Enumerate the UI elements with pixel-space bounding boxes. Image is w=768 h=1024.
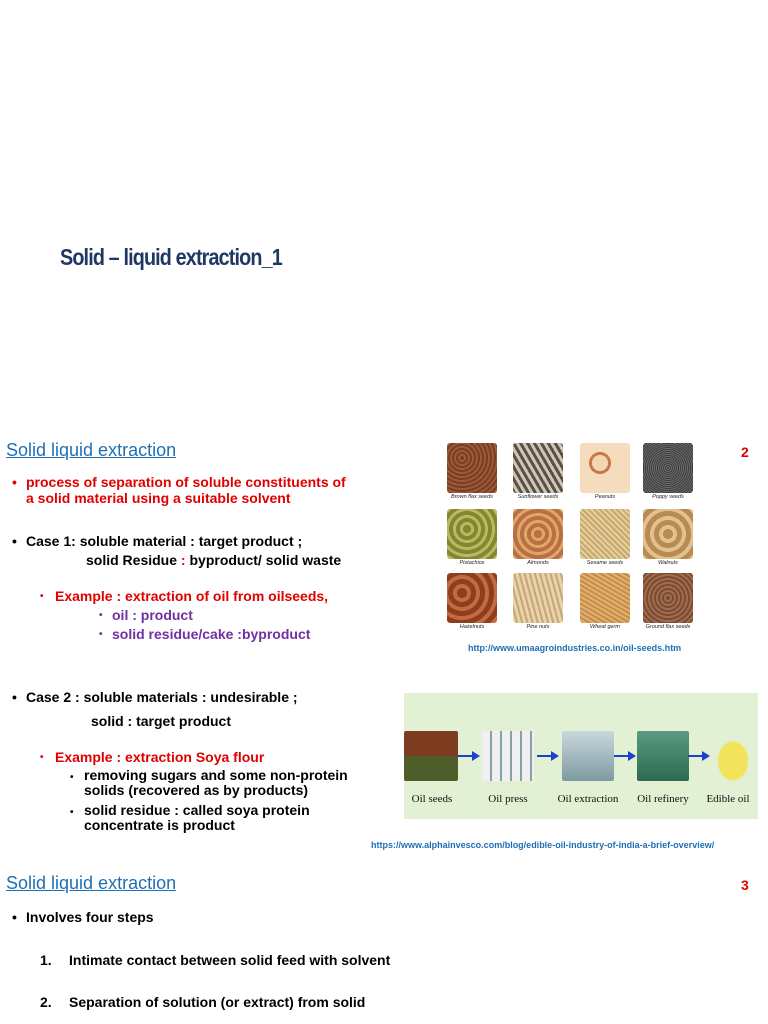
definition-line2: a solid material using a suitable solvent	[26, 490, 291, 506]
slide3-page-number: 3	[741, 877, 749, 893]
seed-label: Almonds	[527, 560, 549, 566]
arrow-right-icon	[614, 751, 636, 761]
example2-sub1-bullet: •	[70, 772, 74, 783]
seed-label: Wheat germ	[590, 624, 620, 630]
example1-sub2-bullet: •	[99, 629, 103, 640]
example1-sub1-bullet: •	[99, 610, 103, 621]
seed-label: Peanuts	[594, 494, 616, 500]
oil-seeds-image	[447, 443, 697, 631]
case1-line2	[86, 551, 341, 569]
sesame-seeds-photo	[580, 509, 630, 559]
seeds-source-link[interactable]: http://www.umaagroindustries.co.in/oil-seeds.htm	[468, 643, 682, 653]
sunflower-seeds-photo	[513, 443, 563, 493]
case1-bullet: •	[12, 533, 17, 549]
example2-sub2-line1: solid residue : called soya protein	[84, 802, 310, 818]
seed-label: Ground flax seeds	[645, 624, 691, 630]
seed-label: Hazelnuts	[459, 624, 485, 630]
example1-text: Example : extraction of oil from oilseeds,	[55, 588, 329, 604]
example2-sub2-bullet: •	[70, 807, 74, 818]
example1-bullet: •	[40, 591, 44, 602]
arrow-right-icon	[537, 751, 559, 761]
example2-text: Example : extraction Soya flour	[55, 749, 265, 765]
almonds-photo	[513, 509, 563, 559]
case1-waste: byproduct/ solid waste	[185, 552, 342, 568]
oil-refinery-photo	[637, 731, 689, 781]
slide3-heading: Solid liquid extraction	[6, 873, 177, 893]
ground-flax-seeds-photo	[643, 573, 693, 623]
slide2-page-number: 2	[741, 444, 749, 460]
step2-number: 2.	[40, 994, 52, 1010]
pistachios-photo	[447, 509, 497, 559]
case2-line1: Case 2 : soluble materials : undesirable ;	[26, 689, 298, 705]
step1-text: Intimate contact between solid feed with solvent	[69, 952, 391, 968]
slide2-heading: Solid liquid extraction	[6, 440, 177, 460]
oil-extraction-photo	[562, 731, 614, 781]
oil-press-photo	[482, 731, 534, 781]
process-label: Oil seeds	[411, 793, 453, 805]
example2-sub1-line2: solids (recovered as by products)	[84, 782, 309, 798]
case1-colon: :	[180, 552, 186, 568]
walnuts-photo	[643, 509, 693, 559]
case1-residue: solid Residue	[86, 552, 181, 568]
case1-line1: Case 1: soluble material : target product ;	[26, 533, 303, 549]
case2-line2: solid : target product	[91, 713, 231, 729]
steps-intro: Involves four steps	[26, 909, 154, 925]
case2-bullet: •	[12, 689, 17, 705]
definition-bullet: •	[12, 474, 17, 490]
intro-bullet: •	[12, 909, 17, 925]
step1-number: 1.	[40, 952, 52, 968]
brown-flax-seeds-photo	[447, 443, 497, 493]
edible-oil-photo	[710, 731, 756, 781]
arrow-right-icon	[688, 751, 710, 761]
wheat-germ-photo	[580, 573, 630, 623]
seed-label: Walnuts	[658, 560, 678, 566]
example2-sub2-line2: concentrate is product	[84, 817, 235, 833]
example1-sub1: oil : product	[112, 607, 193, 623]
definition-line1: process of separation of soluble constituents of	[26, 474, 346, 490]
process-label: Oil press	[488, 793, 528, 805]
seed-label: Poppy seeds	[652, 494, 684, 500]
process-label: Edible oil	[706, 793, 750, 805]
example2-sub1-line1: removing sugars and some non-protein	[84, 767, 348, 783]
slide-title: Solid – liquid extraction_1	[60, 244, 282, 270]
example2-bullet: •	[40, 752, 44, 763]
seed-label: Pistachios	[459, 560, 485, 566]
edible-oil-process-image	[404, 693, 758, 819]
process-label: Oil refinery	[637, 793, 689, 805]
step2-text: Separation of solution (or extract) from solid	[69, 994, 366, 1010]
example1-sub2: solid residue/cake :byproduct	[112, 626, 311, 642]
seed-label: Pine nuts	[526, 624, 550, 630]
peanuts-photo	[580, 443, 630, 493]
seed-label: Sesame seeds	[586, 560, 624, 566]
arrow-right-icon	[458, 751, 480, 761]
seed-label: Sunflower seeds	[517, 494, 559, 500]
process-label: Oil extraction	[557, 793, 619, 805]
process-source-link[interactable]: https://www.alphainvesco.com/blog/edible-oil-industry-of-india-a-brief-overview/	[371, 840, 715, 850]
poppy-seeds-photo	[643, 443, 693, 493]
hazelnuts-photo	[447, 573, 497, 623]
oil-seeds-photo	[404, 731, 458, 781]
pine-nuts-photo	[513, 573, 563, 623]
seed-label: Brown flax seeds	[451, 494, 493, 500]
